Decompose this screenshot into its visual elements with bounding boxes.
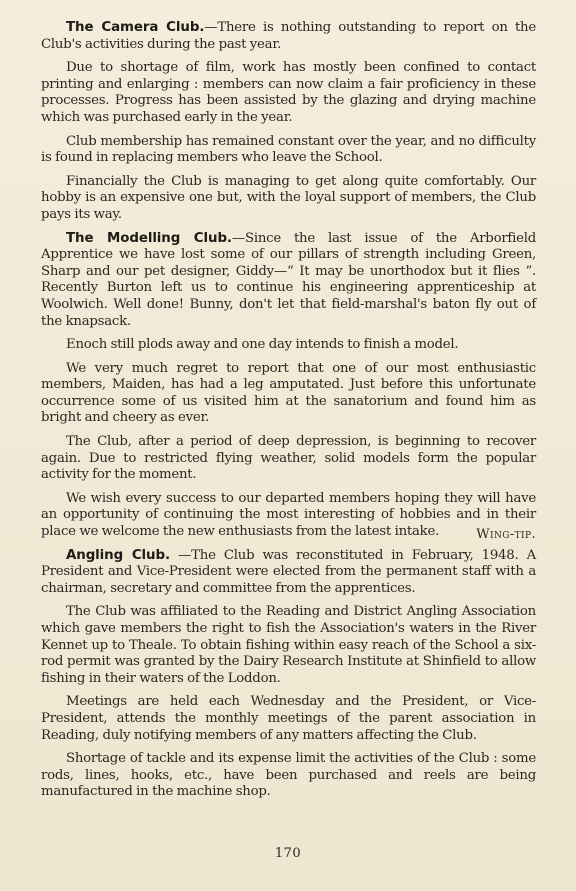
modelling-club-paragraph <box>41 491 536 541</box>
camera-club-heading: The Camera Club. <box>66 20 205 35</box>
modelling-club-signature: Wing-tip. <box>476 527 536 543</box>
camera-club-intro-paragraph <box>41 20 536 53</box>
modelling-club-intro-text: —Since the last issue of the Arborfield Apprentice we have lost some of our pillars of strength including Green, Sharp and our pet designer, Giddy—“ It may be unorthodox but it flies ”. Recently Burton left us to continue his engineering apprenticeship at Woolwich. Well done! Bunny, don't let that field-marshal's baton fly out of the knapsack. <box>41 230 536 329</box>
angling-club-intro-text: —The Club was reconstituted in February, 1948. A President and Vice-President were elected from the permanent staff with a chairman, secretary and committee from the apprentices. <box>41 547 536 596</box>
angling-club-heading: Angling Club. <box>66 547 170 563</box>
page-number: 170 <box>274 846 302 861</box>
angling-club-paragraph: Meetings are held each Wednesday and the President, or Vice-President, attends the monthly meetings of the parent association in Reading, duly notifying members of any matters affecting the Club. <box>41 694 536 743</box>
camera-club-paragraph: Due to shortage of film, work has mostly been confined to contact printing and enlarging : members can now claim a fair proficiency in these processes. Progress has been assisted by the glazing and drying machine which was purchased early in the year. <box>41 60 536 125</box>
camera-club-paragraph: Club membership has remained constant over the year, and no difficulty is found in replacing members who leave the School. <box>41 133 536 166</box>
modelling-club-paragraph: We very much regret to report that one of our most enthusiastic members, Maiden, has had a leg amputated. Just before this unfortunate occurrence some of us visited him at the sanatorium and found him as bright and cheery as ever. <box>41 360 536 426</box>
modelling-club-paragraph: The Club, after a period of deep depression, is beginning to recover again. Due to restricted flying weather, solid models form the popular activity for the moment. <box>41 434 536 483</box>
camera-club-paragraph: Financially the Club is managing to get along quite comfortably. Our hobby is an expensive one but, with the loyal support of members, the Club pays its way. <box>41 173 536 222</box>
angling-club-section <box>41 548 536 801</box>
camera-club-section <box>41 20 536 224</box>
camera-club-intro-text: —There is nothing outstanding to report on the Club's activities during the past year. <box>41 20 536 52</box>
modelling-club-paragraph: Enoch still plods away and one day intends to finish a model. <box>66 337 459 353</box>
modelling-club-section <box>41 231 536 544</box>
modelling-club-closing-text: We wish every success to our departed members hoping they will have an opportunity of continuing the most interesting of hobbies and in their place we welcome the new enthusiasts from the latest intake. <box>41 490 536 540</box>
modelling-club-intro-paragraph <box>41 231 536 331</box>
angling-club-intro-paragraph <box>41 548 536 598</box>
modelling-club-heading: The Modelling Club. <box>66 230 232 246</box>
angling-club-paragraph: Shortage of tackle and its expense limit the activities of the Club : some rods, lines, hooks, etc., have been purchased and reels are being manufactured in the machine shop. <box>41 751 536 800</box>
angling-club-paragraph: The Club was affiliated to the Reading and District Angling Association which gave members the right to fish the Association's waters in the River Kennet up to Theale. To obtain fishing within easy reach of the School a six-rod permit was granted by the Dairy Research Institute at Shinfield to allow fishing in their waters of the Loddon. <box>41 604 536 686</box>
